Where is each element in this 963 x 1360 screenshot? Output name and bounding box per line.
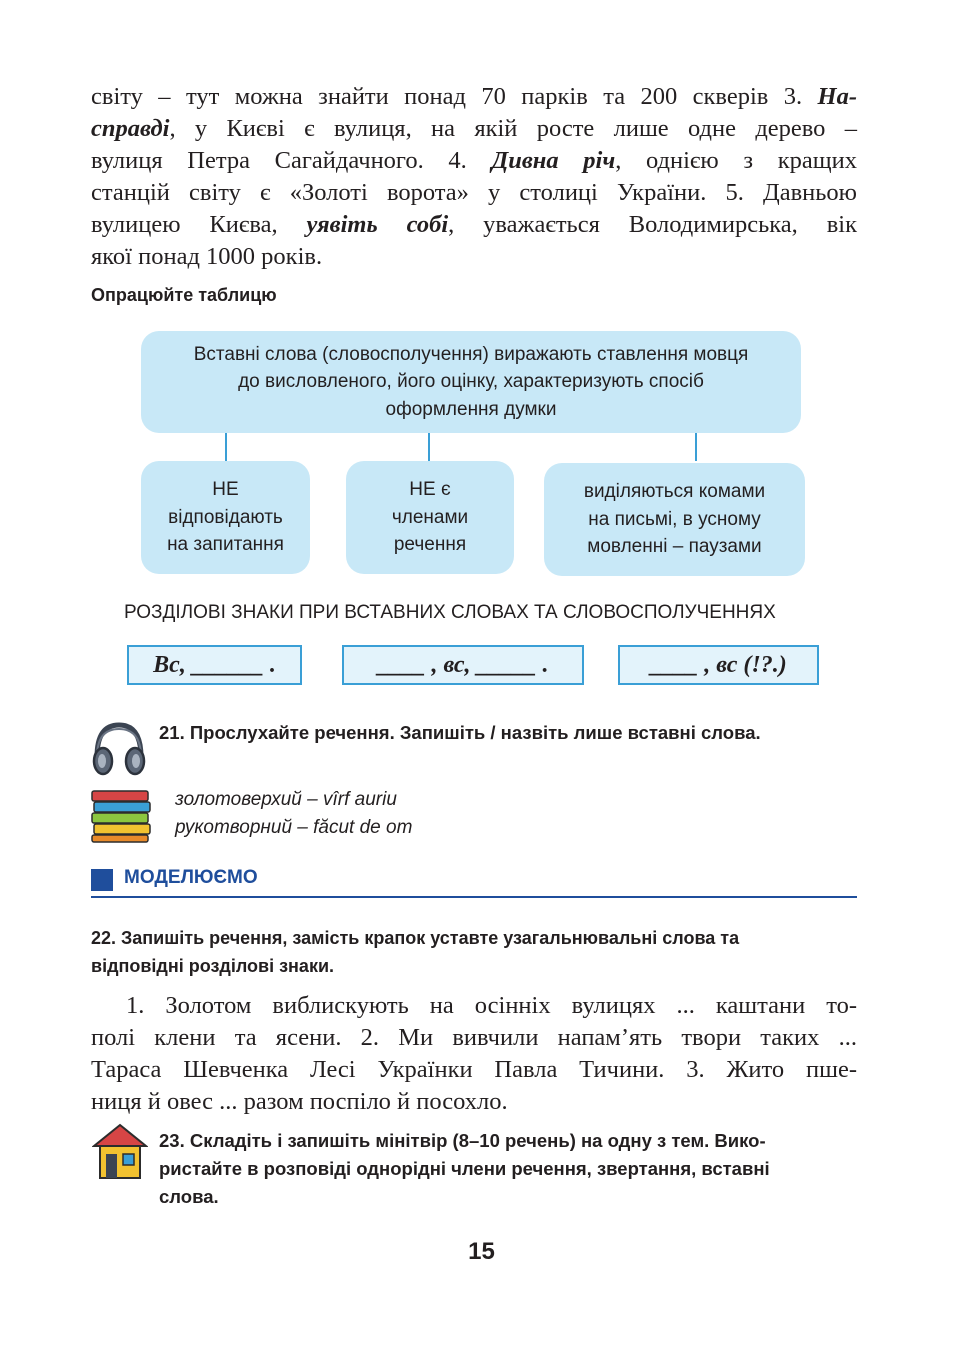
section-title: МОДЕЛЮЄМО	[124, 867, 258, 888]
task-22-line: Тараса Шевченка Лесі Українки Павла Тичини. 3. Жито пше-	[91, 1056, 857, 1083]
diagram-connector	[225, 433, 227, 461]
table-heading: Опрацюйте таблицю	[91, 285, 277, 305]
task-22-heading: 22. Запишіть речення, замість крапок уставте узагальнювальні слова та відповідні розділові знаки.	[91, 928, 740, 976]
punctuation-box-2: ____ , вс, _____ .	[342, 645, 584, 685]
punctuation-box-3: ____ , вс (!?.)	[618, 645, 819, 685]
section-divider	[91, 896, 857, 898]
task-21: 21. Прослухайте речення. Запишіть / назвіть лише вставні слова.	[159, 722, 761, 743]
intro-line: світу – тут можна знайти понад 70 парків та 200 скверів 3. На-	[91, 83, 857, 110]
vocabulary-item: рукотворний – făcut de om	[175, 817, 413, 838]
punctuation-box-1: Вс, ______ .	[127, 645, 302, 685]
task-22-line: полі клени та ясени. 2. Ми вивчили напам’ять твори таких ...	[91, 1024, 857, 1051]
punctuation-title: РОЗДІЛОВІ ЗНАКИ ПРИ ВСТАВНИХ СЛОВАХ ТА СЛОВОСПОЛУЧЕННЯХ	[124, 602, 776, 623]
intro-paragraph	[91, 81, 857, 273]
books-icon	[90, 789, 152, 848]
intro-line: вулиця Петра Сагайдачного. 4. Дивна річ, однією з кращих	[91, 147, 857, 174]
diagram-box-right: виділяються комами на письмі, в усному мовленні – паузами	[544, 463, 805, 576]
headphones-icon	[89, 719, 149, 782]
task-23: 23. Складіть і запишіть мінітвір (8–10 речень) на одну з тем. Вико- ристайте в розповіді однорідні члени речення, звертання, вставні слова.	[159, 1130, 770, 1207]
intro-line: вулицею Києва, уявіть собі, уважається Володимирська, вік	[91, 211, 857, 238]
section-marker	[91, 869, 113, 891]
vocabulary-item: золотоверхий – vîrf auriu	[175, 789, 397, 810]
task-22-text	[91, 990, 857, 1118]
diagram-box-left: НЕ відповідають на запитання	[141, 461, 310, 574]
task-22-line: 1. Золотом виблискують на осінніх вулицях ... каштани то-	[126, 992, 857, 1019]
page-number: 15	[468, 1238, 495, 1265]
diagram-connector	[428, 433, 430, 461]
intro-line: якої понад 1000 років.	[91, 243, 323, 270]
diagram-box-middle: НЕ є членами речення	[346, 461, 514, 574]
diagram-top-box: Вставні слова (словосполучення) виражають ставлення мовця до висловленого, його оцінку, характеризують спосіб оформлення думки	[141, 331, 801, 433]
intro-line: станцій світу є «Золоті ворота» у столиці України. 5. Давньою	[91, 179, 857, 206]
diagram-connector	[695, 433, 697, 461]
vocabulary-list	[175, 786, 412, 842]
house-icon	[92, 1122, 148, 1185]
task-22-line: ниця й овес ... разом поспіло й посохло.	[91, 1088, 508, 1115]
intro-line: справді, у Києві є вулиця, на якій росте лише одне дерево –	[91, 115, 857, 142]
